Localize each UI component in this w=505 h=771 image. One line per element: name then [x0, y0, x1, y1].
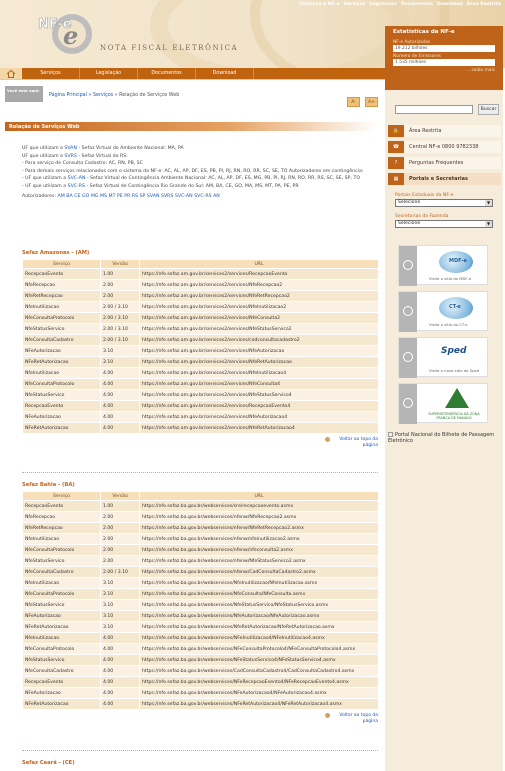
faq-link[interactable] — [388, 157, 501, 169]
authorizers-line — [22, 193, 382, 201]
top-nav — [299, 2, 501, 7]
intro-text: UF que utilizam a — [22, 153, 65, 159]
cell-version: 4.00 — [101, 368, 140, 379]
table-row — [23, 622, 379, 633]
globe-icon — [403, 352, 413, 362]
back-to-top-text: Voltar ao topo da página — [339, 713, 378, 724]
cell-service: NFeRetAutorizacao — [23, 699, 101, 710]
portais-secretarias-link[interactable] — [388, 173, 501, 185]
finance-label: Secretarias da Fazenda — [395, 214, 449, 219]
intro-line — [22, 183, 382, 191]
authorized-label: NF-e Autorizadas — [393, 40, 431, 45]
intro-line — [22, 168, 382, 176]
cell-url: https://nfe.sefaz.am.gov.br/services2/services/NfeConsulta4 — [140, 379, 379, 390]
breadcrumb-sep: » — [113, 93, 120, 98]
cell-service: NfeRecepcao — [23, 280, 101, 291]
table-block-ce — [22, 760, 378, 769]
authorizer-link-ce[interactable]: CE — [74, 193, 81, 199]
chevron-down-icon: ▼ — [486, 200, 491, 205]
stats-more-link[interactable]: ... saiba mais — [465, 68, 495, 73]
table-row — [23, 302, 379, 313]
cell-service: NfeRetRecepcao — [23, 523, 101, 534]
cell-url: https://nfe.sefaz.am.gov.br/services2/services/NfeInutilizacao4 — [140, 368, 379, 379]
link-label: Perguntas Frequentes — [409, 160, 464, 166]
authorizer-link-go[interactable]: GO — [81, 193, 90, 199]
table-row — [23, 412, 379, 423]
cell-version: 2.00 / 3.10 — [101, 302, 140, 313]
cell-service: NfeRetRecepcao — [23, 291, 101, 302]
banner-side — [399, 384, 417, 424]
cell-version: 3.10 — [101, 589, 140, 600]
authorizer-link-svc-an[interactable]: SVC-AN — [174, 193, 193, 199]
intro-link-svc-rs[interactable]: SVC-RS — [67, 183, 85, 189]
cell-version: 4.00 — [101, 655, 140, 666]
column-header-service: Serviço — [23, 492, 101, 501]
intro-text — [22, 145, 382, 200]
cell-url: https://nfe.sefaz.ba.gov.br/webservices/nfenw/NfeStatusServico2.asmx — [140, 556, 379, 567]
question-icon: ? — [394, 160, 398, 166]
nav-download[interactable]: Download — [196, 68, 254, 79]
cell-version: 4.00 — [101, 644, 140, 655]
table-header-row — [23, 492, 379, 501]
table-row — [23, 699, 379, 710]
lock-icon: 🔒 — [392, 128, 400, 134]
phone-icon: ☎ — [392, 144, 400, 150]
banner-text: Visite o sítio do CT-e — [429, 322, 468, 327]
table-row — [23, 324, 379, 335]
cell-url: https://nfe.sefaz.ba.gov.br/webservices/NFeAutorizacao4/NFeAutorizacao4.asmx — [140, 688, 379, 699]
cell-service: NfeConsultaCadastro — [23, 567, 101, 578]
table-row — [23, 379, 379, 390]
cell-version: 2.00 — [101, 523, 140, 534]
table-row — [23, 368, 379, 379]
right-links — [388, 125, 501, 189]
cell-url: https://nfe.sefaz.ba.gov.br/webservices/NfeRetAutorizacao/NfeRetAutorizacao.asmx — [140, 622, 379, 633]
logo-text: NF-e — [38, 17, 72, 32]
cell-version: 4.00 — [101, 677, 140, 688]
cell-version: 3.10 — [101, 611, 140, 622]
cell-url: https://nfe.sefaz.ba.gov.br/webservices/NfeAutorizacao/NfeAutorizacao.asmx — [140, 611, 379, 622]
nav-servicos[interactable]: Serviços — [22, 68, 80, 79]
cell-version: 3.10 — [101, 622, 140, 633]
services-table — [22, 259, 379, 434]
arrow-up-icon — [325, 713, 330, 718]
column-header-version: Versão — [101, 492, 140, 501]
cell-version: 4.00 — [101, 390, 140, 401]
search-input[interactable] — [395, 105, 473, 114]
table-row — [23, 567, 379, 578]
cell-version: 4.00 — [101, 633, 140, 644]
table-block-am — [22, 250, 378, 448]
cell-version: 3.10 — [101, 357, 140, 368]
table-row — [23, 666, 379, 677]
top-link-servicos[interactable]: Serviços — [343, 2, 366, 7]
brand-name: NOTA FISCAL ELETRÔNICA — [100, 44, 239, 52]
globe-icon — [403, 306, 413, 316]
table-row — [23, 313, 379, 324]
section-divider — [22, 750, 378, 751]
cell-service: NFeRetAutorizacao — [23, 622, 101, 633]
table-row — [23, 269, 379, 280]
cell-url: https://nfe.sefaz.am.gov.br/services2/services/NfeAutorizacao4 — [140, 412, 379, 423]
cell-url: https://nfe.sefaz.ba.gov.br/webservices/NFeRetAutorizacao4/NFeRetAutorizacao4.asmx — [140, 699, 379, 710]
cell-version: 3.10 — [101, 346, 140, 357]
table-row — [23, 655, 379, 666]
cell-service: NfeInutilizacao — [23, 534, 101, 545]
cell-service: NFeAutorizacao — [23, 611, 101, 622]
authorizer-link-svc-rs[interactable]: SVC-RS — [194, 193, 212, 199]
cell-service: NfeStatusServico — [23, 324, 101, 335]
cell-url: https://nfe.sefaz.ba.gov.br/webservices/NfeStatusServico/NfeStatusServico.asmx — [140, 600, 379, 611]
authorizer-link-pr[interactable]: PR — [124, 193, 131, 199]
table-title: Sefaz Amazonas - (AM) — [22, 250, 90, 256]
cell-service: NFeAutorizacao — [23, 688, 101, 699]
cte-banner[interactable] — [398, 291, 488, 331]
table-row — [23, 677, 379, 688]
intro-text: - Para demais serviços relacionados com o sistema da NF-e: AC, AL, AP, DF, ES, PB, PI, RJ, RN, RO, RR, SC, SE, TO Autorizadores em contingência: — [22, 168, 364, 174]
cell-service: NFeAutorizacao — [23, 346, 101, 357]
cell-service: NfeConsultaCadastro — [23, 335, 101, 346]
authorizer-link-sp[interactable]: SP — [139, 193, 146, 199]
cell-url: https://nfe.sefaz.ba.gov.br/webservices/NfeConsulta/NfeConsulta.asmx — [140, 589, 379, 600]
table-row — [23, 545, 379, 556]
table-row — [23, 401, 379, 412]
table-row — [23, 280, 379, 291]
cell-version: 2.00 — [101, 512, 140, 523]
table-row — [23, 644, 379, 655]
table-row — [23, 688, 379, 699]
cell-url: https://nfe.sefaz.am.gov.br/services2/services/NfeRetAutorizacao — [140, 357, 379, 368]
authorizer-link-am[interactable]: AM — [57, 193, 65, 199]
cell-url: https://nfe.sefaz.ba.gov.br/webservices/nfenw/NfeRetRecepcao2.asmx — [140, 523, 379, 534]
cell-service: NfeStatusServico — [23, 556, 101, 567]
cell-version: 3.10 — [101, 578, 140, 589]
top-link-download[interactable]: Download — [437, 2, 463, 7]
bilhete-text: Portal Nacional do Bilhete de Passagem Eletrônico — [388, 432, 495, 444]
intro-link-svan[interactable]: SVAN — [64, 146, 78, 151]
intro-line — [22, 175, 382, 183]
cell-service: NfeStatusServico — [23, 600, 101, 611]
cell-url: https://nfe.sefaz.am.gov.br/services2/services/cadconsultacadastro2 — [140, 335, 379, 346]
state-portals-select[interactable] — [395, 199, 493, 207]
top-link-area-restrita[interactable]: Área Restrita — [466, 2, 501, 7]
table-row — [23, 556, 379, 567]
cell-url: https://nfe.sefaz.ba.gov.br/webservices/nfenw/nfeinutilizacao2.asmx — [140, 534, 379, 545]
cell-version: 2.00 / 3.10 — [101, 313, 140, 324]
cell-version: 4.00 — [101, 699, 140, 710]
cell-url: https://nfe.sefaz.am.gov.br/services2/services/NfeRetAutorizacao4 — [140, 423, 379, 434]
arrow-up-icon — [325, 437, 330, 442]
banner-tag: MDF-e — [449, 258, 467, 264]
sped-banner[interactable] — [398, 337, 488, 377]
intro-text: - UF que utilizam a — [22, 176, 68, 182]
cell-version: 2.00 — [101, 545, 140, 556]
svg-text:e: e — [63, 21, 79, 50]
authorizer-link-svrs[interactable]: SVRS — [161, 193, 174, 199]
finance-select[interactable] — [395, 220, 493, 228]
link-label: Portais e Secretarias — [409, 176, 468, 182]
main-nav — [0, 68, 385, 79]
cell-service: RecepcaoEvento — [23, 269, 101, 280]
cell-url: https://nfe.sefaz.am.gov.br/services2/services/NfeInutilizacao2 — [140, 302, 379, 313]
table-block-ba — [22, 482, 378, 724]
cell-service: NFeRetAutorizacao — [23, 357, 101, 368]
cell-service: RecepcaoEvento — [23, 501, 101, 512]
table-row — [23, 523, 379, 534]
cell-service: NfeRecepcao — [23, 512, 101, 523]
table-row — [23, 534, 379, 545]
intro-text: - Sefaz Virtual de Contingência Ambiente Nacional: AC, AL, AP, DF, ES, MG, PB, PI, RJ, RN, RO, RR, RS, SC, SE, SP, TO — [85, 176, 361, 182]
table-row — [23, 600, 379, 611]
cell-service: NfeStatusServico — [23, 655, 101, 666]
nav-legislacao[interactable]: Legislação — [80, 68, 138, 79]
cell-version: 4.00 — [101, 666, 140, 677]
stats-title: Estatísticas da NF-e — [393, 29, 455, 35]
nav-underline — [0, 79, 385, 80]
back-to-top-link[interactable] — [22, 713, 378, 724]
cell-url: https://nfe.sefaz.ba.gov.br/webservices/NFeRecepcaoEvento4/NFeRecepcaoEvento4.asmx — [140, 677, 379, 688]
cell-url: https://nfe.sefaz.am.gov.br/services2/services/NfeRetRecepcao2 — [140, 291, 379, 302]
breadcrumb-services[interactable]: Serviços — [92, 93, 114, 98]
font-decrease-button[interactable]: A- — [347, 97, 360, 107]
cell-url: https://nfe.sefaz.am.gov.br/services2/services/NfeStatusServico2 — [140, 324, 379, 335]
chevron-down-icon: ▼ — [486, 221, 491, 226]
authorizers-label: Autorizadores: — [22, 193, 57, 199]
table-row — [23, 611, 379, 622]
sped-logo: Sped — [441, 346, 467, 356]
intro-line — [22, 160, 382, 168]
cell-version: 2.00 / 3.10 — [101, 567, 140, 578]
intro-text: - Para serviço de Consulta Cadastro: AC, RN, PB, SC — [22, 161, 144, 167]
cell-version: 4.00 — [101, 688, 140, 699]
cell-url: https://nfe.sefaz.am.gov.br/services2/services/NfeConsulta2 — [140, 313, 379, 324]
table-title: Sefaz Ceará - (CE) — [22, 760, 75, 766]
cell-service: NFeRetAutorizacao — [23, 423, 101, 434]
suframa-logo-icon — [445, 388, 469, 408]
cell-service: RecepcaoEvento — [23, 677, 101, 688]
table-row — [23, 291, 379, 302]
you-are-here: Você está aqui: — [5, 86, 43, 102]
table-row — [23, 633, 379, 644]
cell-url: https://nfe.sefaz.am.gov.br/services2/services/NfeRecepcao2 — [140, 280, 379, 291]
table-row — [23, 589, 379, 600]
select-value: Selecione — [398, 200, 421, 205]
issuers-value: 1.535 milhões — [393, 59, 495, 66]
cell-version: 4.00 — [101, 412, 140, 423]
cell-version: 2.00 — [101, 280, 140, 291]
section-title: Relação de Serviços Web — [5, 122, 379, 131]
cell-service: NfeInutilizacao — [23, 302, 101, 313]
cell-service: NfeConsultaProtocolo — [23, 545, 101, 556]
intro-link-svc-an[interactable]: SVC-AN — [67, 176, 86, 182]
right-column — [385, 26, 503, 771]
table-row — [23, 346, 379, 357]
intro-line — [22, 145, 382, 153]
font-increase-button[interactable]: A+ — [365, 97, 378, 107]
top-link-legislacao[interactable]: Legislação — [369, 2, 397, 7]
authorizer-link-pe[interactable]: PE — [116, 193, 123, 199]
intro-text: UF que utilizam a — [22, 146, 65, 151]
state-portals-label: Portais Estaduais da NF-e — [395, 193, 454, 198]
cell-service: NfeInutilizacao — [23, 368, 101, 379]
home-button[interactable] — [0, 68, 22, 79]
nav-documentos[interactable]: Documentos — [138, 68, 196, 79]
breadcrumb — [49, 93, 179, 98]
authorized-value: 19.212 bilhões — [393, 45, 495, 52]
intro-text: - Sefaz Virtual de Contingência Rio Grande do Sul: AM, BA, CE, GO, MA, MS, MT, PA, PE, PR — [84, 183, 299, 189]
authorizer-link-ms[interactable]: MS — [100, 193, 108, 199]
column-header-version: Versão — [101, 260, 140, 269]
cell-service: NfeConsultaProtocolo — [23, 589, 101, 600]
area-restrita-link[interactable] — [388, 125, 501, 137]
cell-version: 3.10 — [101, 600, 140, 611]
link-label: Área Restrita — [409, 128, 442, 134]
nfe-logo[interactable] — [36, 6, 96, 58]
central-nfe-link[interactable] — [388, 141, 501, 153]
top-link-conheca[interactable]: Conheça a NF-e — [299, 2, 340, 7]
column-header-url: URL — [140, 260, 379, 269]
column-header-service: Serviço — [23, 260, 101, 269]
cell-url: https://nfe.sefaz.am.gov.br/services2/services/RecepcaoEvento — [140, 269, 379, 280]
cell-service: NfeInutilizacao — [23, 633, 101, 644]
cell-url: https://nfe.sefaz.ba.gov.br/webservices/NfeInutilizacao/NfeInutilizacao.asmx — [140, 578, 379, 589]
intro-line — [22, 153, 382, 161]
cell-service: NfeConsultaCadastro — [23, 666, 101, 677]
intro-text: - Sefaz Virtual do RS: — [76, 153, 128, 159]
cell-url: https://nfe.sefaz.ba.gov.br/webservices/nfenw/nfeconsulta2.asmx — [140, 545, 379, 556]
cell-url: https://nfe.sefaz.ba.gov.br/webservices/NFeConsultaProtocolo4/NFeConsultaProtocolo4.asmx — [140, 644, 379, 655]
globe-icon — [403, 398, 413, 408]
cell-url: https://nfe.sefaz.ba.gov.br/webservices/NFeInutilizacao4/NFeInutilizacao4.asmx — [140, 633, 379, 644]
search-button[interactable]: Buscar — [478, 104, 499, 115]
breadcrumb-home[interactable]: Página Principal — [49, 93, 87, 98]
cell-version: 2.00 — [101, 556, 140, 567]
banner-side — [399, 338, 417, 378]
cell-service: NfeConsultaProtocolo — [23, 379, 101, 390]
cell-service: NfeConsultaProtocolo — [23, 313, 101, 324]
services-table — [22, 491, 379, 710]
banner-text: Visite o novo sítio do Sped — [429, 368, 480, 373]
intro-text: - Sefaz Virtual do Ambiente Nacional: MA, PA — [77, 146, 184, 151]
cell-version: 4.00 — [101, 379, 140, 390]
table-row — [23, 512, 379, 523]
grid-icon: ▦ — [393, 176, 399, 182]
cell-version: 2.00 — [101, 534, 140, 545]
table-row — [23, 357, 379, 368]
cell-url: https://nfe.sefaz.ba.gov.br/webservices/NFeStatusServico4/NFeStatusServico4.asmx — [140, 655, 379, 666]
mdfe-banner[interactable] — [398, 245, 488, 285]
cell-version: 2.00 / 3.10 — [101, 324, 140, 335]
cell-url: https://nfe.sefaz.ba.gov.br/webservices/sre/recepcaoevento.asmx — [140, 501, 379, 512]
intro-text: - UF que utilizam a — [22, 183, 68, 189]
cell-version: 4.00 — [101, 401, 140, 412]
link-label: Central NF-e 0800 9782338 — [409, 144, 479, 150]
cell-version: 2.00 / 3.10 — [101, 335, 140, 346]
cell-service: NfeInutilizacao — [23, 578, 101, 589]
table-row — [23, 335, 379, 346]
home-icon — [6, 70, 16, 78]
banner-text: Visite o sítio do MDF-e — [429, 276, 472, 281]
column-header-url: URL — [140, 492, 379, 501]
cell-url: https://nfe.sefaz.am.gov.br/services2/services/RecepcaoEvento4 — [140, 401, 379, 412]
broken-image-icon — [388, 432, 393, 437]
breadcrumb-sep: » — [86, 93, 93, 98]
issuers-label: Número de Emissores — [393, 54, 441, 59]
table-row — [23, 578, 379, 589]
cell-version: 1.00 — [101, 269, 140, 280]
authorizer-link-mg[interactable]: MG — [90, 193, 99, 199]
breadcrumb-current: Relação de Serviços Web — [119, 93, 180, 98]
cell-service: NFeAutorizacao — [23, 412, 101, 423]
section-divider — [22, 472, 378, 473]
banner-tag: CT-e — [449, 304, 461, 310]
back-to-top-link[interactable] — [22, 437, 378, 448]
stats-panel — [385, 26, 503, 90]
table-row — [23, 501, 379, 512]
cell-service: NfeConsultaProtocolo — [23, 644, 101, 655]
authorizer-link-svan[interactable]: SVAN — [146, 193, 160, 199]
cell-version: 2.00 — [101, 291, 140, 302]
bilhete-link[interactable] — [388, 432, 503, 444]
cell-url: https://nfe.sefaz.am.gov.br/services2/services/NfeAutorizacao — [140, 346, 379, 357]
authorizer-link-ba[interactable]: BA — [66, 193, 73, 199]
select-value: Selecione — [398, 221, 421, 226]
banner-side — [399, 246, 417, 286]
globe-icon — [403, 260, 413, 270]
cell-service: NfeStatusServico — [23, 390, 101, 401]
back-to-top-text: Voltar ao topo da página — [339, 437, 378, 448]
cell-url: https://nfe.sefaz.am.gov.br/services2/services/NfeStatusServico4 — [140, 390, 379, 401]
suframa-banner[interactable] — [398, 383, 488, 423]
table-header-row — [23, 260, 379, 269]
cell-version: 1.00 — [101, 501, 140, 512]
table-row — [23, 390, 379, 401]
cell-url: https://nfe.sefaz.ba.gov.br/webservices/CadConsultaCadastro4/CadConsultaCadastro4.asmx — [140, 666, 379, 677]
table-title: Sefaz Bahia - (BA) — [22, 482, 75, 488]
cell-service: RecepcaoEvento — [23, 401, 101, 412]
cell-version: 4.00 — [101, 423, 140, 434]
font-size-controls — [347, 97, 378, 107]
cell-url: https://nfe.sefaz.ba.gov.br/webservices/nfenw/CadConsultaCadastro2.asmx — [140, 567, 379, 578]
authorizer-link-rs[interactable]: RS — [131, 193, 139, 199]
banner-side — [399, 292, 417, 332]
intro-link-svrs[interactable]: SVRS — [64, 153, 77, 159]
authorizer-link-an[interactable]: AN — [213, 193, 220, 199]
top-link-documentos[interactable]: Documentos — [400, 2, 434, 7]
banner-text: SUPERINTENDÊNCIA DA ZONA FRANCA DE MANAUS — [428, 412, 480, 420]
authorizer-link-mt[interactable]: MT — [108, 193, 116, 199]
table-row — [23, 423, 379, 434]
cell-url: https://nfe.sefaz.ba.gov.br/webservices/nfenw/NfeRecepcao2.asmx — [140, 512, 379, 523]
